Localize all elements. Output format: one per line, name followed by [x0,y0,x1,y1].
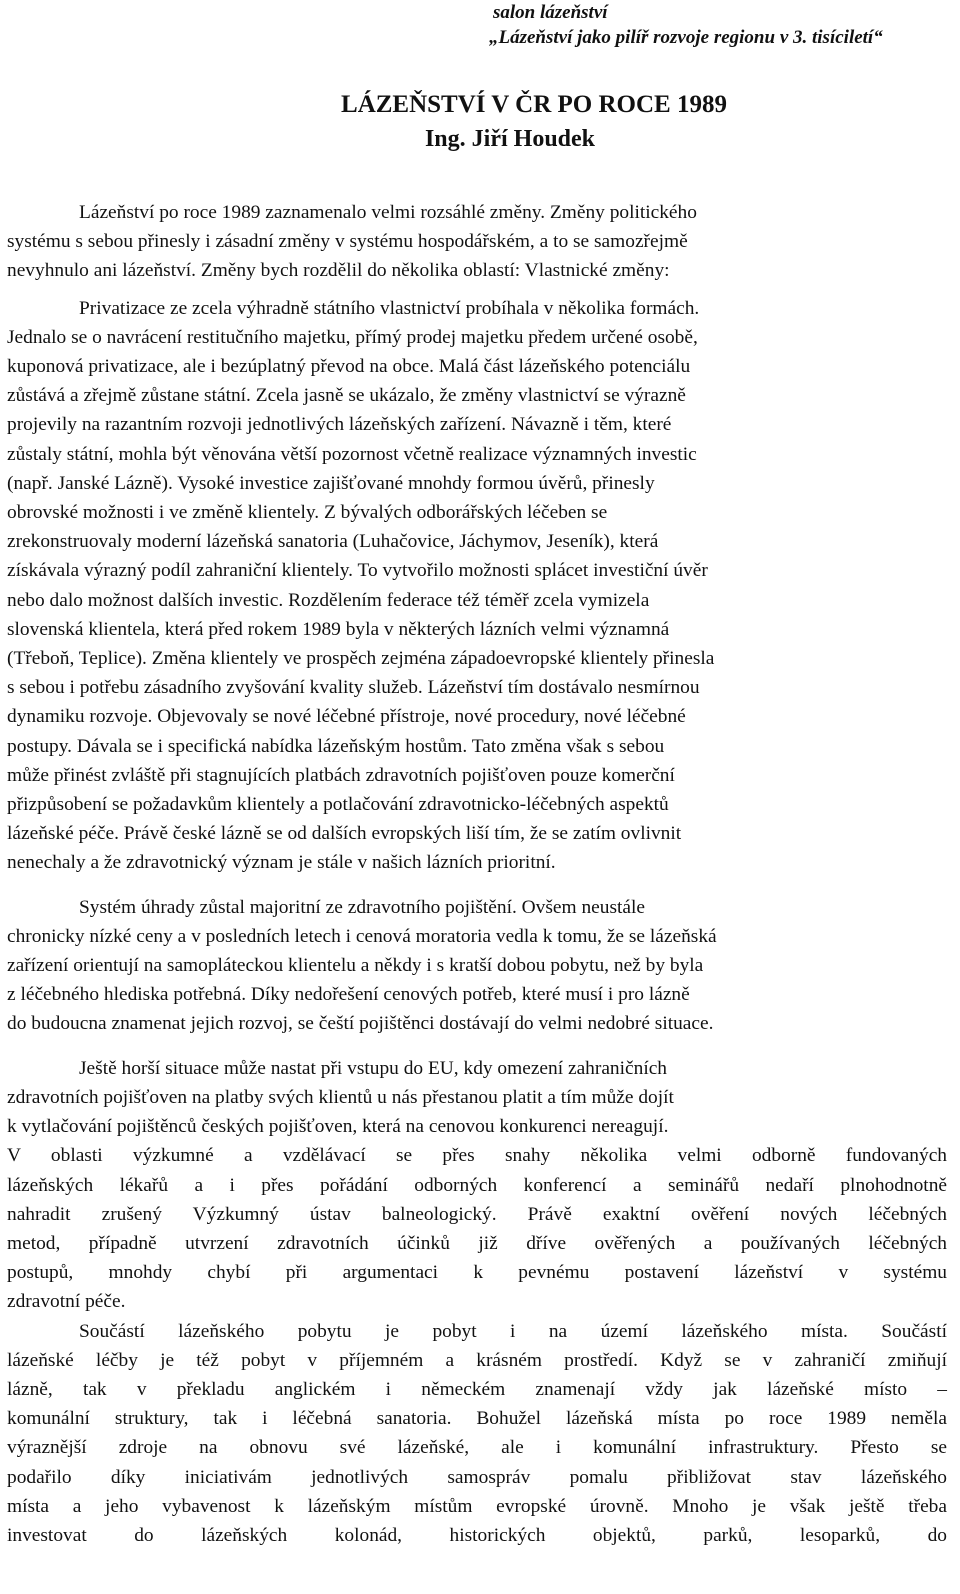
paragraph-2 [7,294,947,878]
text-line: postupy. Dávala se i specifická nabídka lázeňským hostům. Tato změna však s sebou [7,735,665,757]
paragraph-3 [7,893,947,1039]
text-line: slovenská klientela, která před rokem 1989 byla v některých lázních velmi významná [7,618,670,640]
text-line: k vytlačování pojištěnců českých pojišťoven, která na cenovou konkurenci nereagují. [7,1116,669,1138]
text-line: projevily na razantním rozvoji jednotlivých lázeňských zařízení. Návazně i těm, které [7,414,672,436]
text-line: zůstává a zřejmě zůstane státní. Zcela jasně se ukázalo, že změny vlastnictví se výrazně [7,385,686,407]
text-line: Jednalo se o navrácení restitučního majetku, přímý prodej majetku předem určené osobě, [7,326,698,348]
text-line: s sebou i potřebu zásadního zvyšování kvality služeb. Lázeňství tím dostávalo nesmírnou [7,677,700,699]
document-author: Ing. Jiří Houdek [424,126,596,152]
text-line: Součástí lázeňského pobytu je pobyt i na území lázeňského místa. Součástí [79,1320,947,1342]
text-line: nevyhnulo ani lázeňství. Změny bych rozdělil do několika oblastí: Vlastnické změny: [7,260,670,282]
paragraph-1 [7,198,947,286]
text-line: zdravotních pojišťoven na platby svých klientů u nás přestanou platit a tím může dojít [7,1086,674,1108]
title-block [0,88,960,156]
text-line: lázeňské péče. Právě české lázně se od dalších evropských liší tím, že se zatím ovlivnit [7,823,682,845]
text-line: investovat do lázeňských kolonád, historických objektů, parků, lesoparků, do [7,1524,947,1546]
text-line: Lázeňství po roce 1989 zaznamenalo velmi rozsáhlé změny. Změny politického [79,202,697,223]
text-line: zrekonstruovaly moderní lázeňská sanatoria (Luhačovice, Jáchymov, Jeseník), která [7,531,659,553]
paragraph-5 [7,1317,947,1551]
text-line: přizpůsobení se požadavkům klientely a potlačování zdravotnicko-léčebných aspektů [7,794,669,816]
text-line: získávala výrazný podíl zahraniční klientely. To vytvořilo možnosti splácet investiční úvěr [7,560,708,582]
text-line: do budoucna znamenat jejich rozvoj, se čeští pojištěnci dostávají do velmi nedobré situace. [7,1013,714,1035]
document-body [7,198,947,1550]
header-line-1: salon lázeňství [493,2,608,23]
text-line: nebo dalo možnost dalších investic. Rozdělením federace též téměř zcela vymizela [7,589,650,611]
header-line-2: „Lázeňství jako pilíř rozvoje regionu v 3. tisíciletí“ [489,27,883,48]
text-line: zůstaly státní, mohla být věnována větší pozornost včetně realizace významných investic [7,443,697,465]
text-line: nahradit zrušený Výzkumný ústav balneologický. Právě exaktní ověření nových léčebných [7,1203,947,1225]
document-title: LÁZEŇSTVÍ V ČR PO ROCE 1989 [341,91,727,118]
text-line: chronicky nízké ceny a v posledních letech i cenová moratoria vedla k tomu, že se lázeňská [7,925,717,947]
text-line: může přinést zvláště při stagnujících platbách zdravotních pojišťoven pouze komerční [7,764,675,786]
text-line: výraznější zdroje na obnovu své lázeňské, ale i komunální infrastruktury. Přesto se [7,1437,947,1459]
text-line: Privatizace ze zcela výhradně státního vlastnictví probíhala v několika formách. [79,297,700,319]
text-line: nenechaly a že zdravotnický význam je stále v našich lázních prioritní. [7,852,556,874]
text-line: obrovské možnosti i ve změně klientely. Z bývalých odborářských léčeben se [7,502,608,524]
text-line: dynamiku rozvoje. Objevovaly se nové léčebné přístroje, nové procedury, nové léčebné [7,706,686,728]
running-header [489,0,933,50]
text-line: lázeňských lékařů a i přes pořádání odborných konferencí a seminářů nedaří plnohodnotně [7,1174,947,1196]
text-line: V oblasti výzkumné a vzdělávací se přes snahy několika velmi odborně fundovaných [7,1145,947,1167]
text-line: Ještě horší situace může nastat při vstupu do EU, kdy omezení zahraničních [79,1057,668,1079]
text-line: (Třeboň, Teplice). Změna klientely ve prospěch zejména západoevropské klientely přinesla [7,648,715,670]
text-line: systému s sebou přinesly i zásadní změny v systému hospodářském, a to se samozřejmě [7,231,688,253]
text-line: z léčebného hlediska potřebná. Díky nedořešení cenových potřeb, které musí i pro lázně [7,984,690,1006]
paragraph-4 [7,1054,947,1317]
text-line: metod, případně utvrzení zdravotních účinků již dříve ověřených a používaných léčebných [7,1232,947,1254]
text-line: zdravotní péče. [7,1291,126,1313]
text-line: komunální struktury, tak i léčebná sanatoria. Bohužel lázeňská místa po roce 1989 neměla [7,1408,947,1430]
text-line: místa a jeho vybavenost k lázeňským místům evropské úrovně. Mnoho je však ještě třeba [7,1495,947,1517]
text-line: podařilo díky iniciativám jednotlivých samospráv pomalu přibližovat stav lázeňského [7,1466,947,1488]
text-line: zařízení orientují na samopláteckou klientelu a někdy i s kratší dobou pobytu, než by byla [7,955,704,977]
text-line: kuponová privatizace, ale i bezúplatný převod na obce. Malá část lázeňského potenciálu [7,356,691,378]
text-line: Systém úhrady zůstal majoritní ze zdravotního pojištění. Ovšem neustále [79,896,645,918]
text-line: postupů, mnohdy chybí při argumentaci k pevnému postavení lázeňství v systému [7,1262,947,1284]
text-line: (např. Janské Lázně). Vysoké investice zajišťované mnohdy formou úvěrů, přinesly [7,472,655,494]
text-line: lázně, tak v překladu anglickém i německém znamenají vždy jak lázeňské místo – [7,1378,947,1400]
text-line: lázeňské léčby je též pobyt v příjemném a krásném prostředí. Když se v zahraničí zmiňují [7,1349,947,1371]
